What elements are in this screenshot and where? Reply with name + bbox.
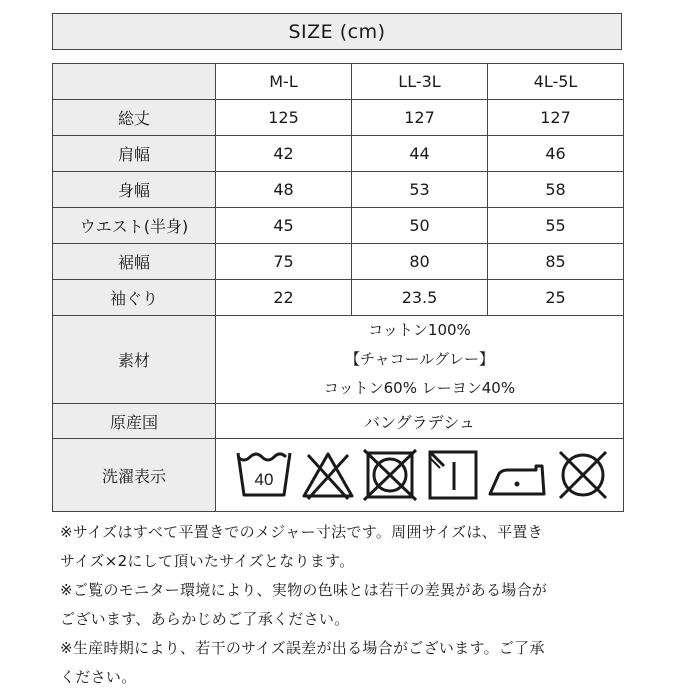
material-row [53,316,624,404]
row-label: 肩幅 [53,136,216,172]
cell-value: 46 [488,136,624,172]
cell-value: 50 [352,208,488,244]
notes-section [60,518,640,692]
care-cell [216,439,624,512]
cell-value: 44 [352,136,488,172]
header-row [53,64,624,100]
header-size-ml: M-L [216,64,352,100]
cell-value: 127 [488,100,624,136]
wash-40-icon [234,449,294,501]
material-line: コットン100% [368,321,471,339]
row-label: 袖ぐり [53,280,216,316]
wash-temp-text: 40 [254,470,273,489]
cell-value: 22 [216,280,352,316]
cell-value: 127 [352,100,488,136]
no-bleach-icon [300,449,356,501]
row-label: 裾幅 [53,244,216,280]
material-cell [216,316,624,404]
table-row [53,100,624,136]
row-label: 総丈 [53,100,216,136]
note-line: ございます、あらかじめご了承ください。 [60,610,350,628]
header-size-4l5l: 4L-5L [488,64,624,100]
material-line: コットン60% レーヨン40% [323,379,516,397]
cell-value: 75 [216,244,352,280]
cell-value: 42 [216,136,352,172]
table-row [53,280,624,316]
table-row [53,208,624,244]
no-dry-clean-icon [554,448,612,502]
origin-label: 原産国 [53,404,216,439]
note-line: ※ご覧のモニター環境により、実物の色味とは若干の差異がある場合が [60,581,548,599]
note-line: サイズ×2にして頂いたサイズとなります。 [60,552,355,570]
note-line: ※サイズはすべて平置きでのメジャー寸法です。周囲サイズは、平置き [60,523,543,541]
table-row [53,136,624,172]
row-label: 身幅 [53,172,216,208]
origin-value: バングラデシュ [216,404,624,439]
table-row [53,244,624,280]
cell-value: 25 [488,280,624,316]
material-line: 【チャコールグレー】 [345,350,494,368]
iron-low-icon [486,448,548,502]
size-table [52,63,624,512]
note-line: ください。 [60,668,137,686]
care-row [53,439,624,512]
cell-value: 85 [488,244,624,280]
cell-value: 23.5 [352,280,488,316]
cell-value: 55 [488,208,624,244]
origin-row [53,404,624,439]
cell-value: 45 [216,208,352,244]
note-line: ※生産時期により、若干のサイズ誤差が出る場合がございます。ご了承 [60,639,545,657]
cell-value: 80 [352,244,488,280]
header-size-ll3l: LL-3L [352,64,488,100]
cell-value: 58 [488,172,624,208]
care-label: 洗濯表示 [53,439,216,512]
table-row [53,172,624,208]
size-title: SIZE (cm) [52,13,622,50]
material-label: 素材 [53,316,216,404]
header-corner [53,64,216,100]
cell-value: 125 [216,100,352,136]
cell-value: 48 [216,172,352,208]
line-dry-shade-icon [426,448,480,502]
no-tumble-dry-icon [362,448,420,502]
row-label: ウエスト(半身) [53,208,216,244]
cell-value: 53 [352,172,488,208]
